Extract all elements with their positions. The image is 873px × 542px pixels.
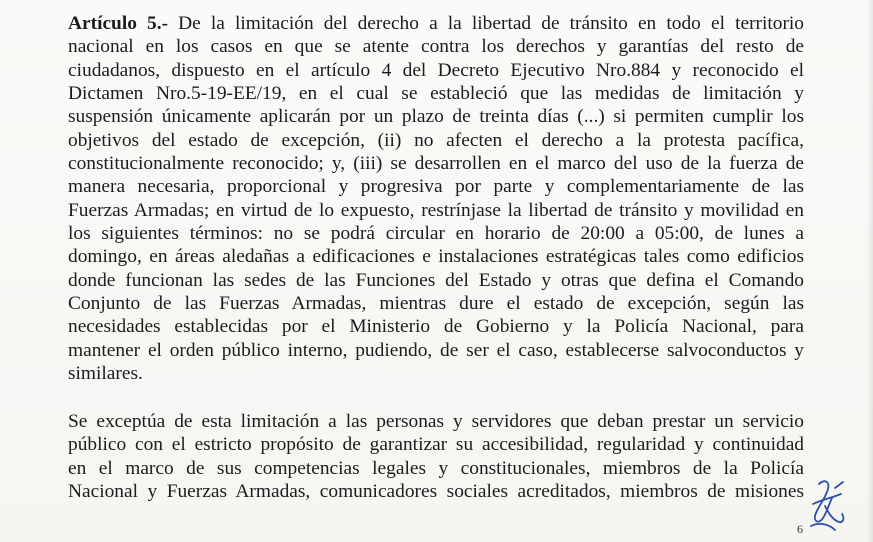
text-line: ciudadanos, dispuesto en el artículo 4 del Decreto Ejecutivo Nro.884 y reconocido el [68,59,804,81]
text-line: los siguientes términos: no se podrá circular en horario de 20:00 a 05:00, de lunes a [68,223,804,245]
text-line: manera necesaria, proporcional y progresiva por parte y complementariamente de las [68,176,804,198]
page-number: 6 [797,522,803,536]
handwritten-signature [805,474,851,536]
text-line: en el marco de sus competencias legales y constitucionales, miembros de la Policía [68,457,804,479]
page-edge-shadow [867,0,873,542]
signature-stroke [813,494,841,504]
article-5-paragraph [68,12,804,386]
text-line [68,12,804,35]
text-line: suspensión únicamente aplicarán por un plazo de treinta días (...) si permiten cumplir los [68,106,804,128]
text-line: Fuerzas Armadas; en virtud de lo expuesto, restrínjase la libertad de tránsito y movilidad en [68,199,804,221]
text-line: Nacional y Fuerzas Armadas, comunicadores sociales acreditados, miembros de misiones [68,481,804,503]
exception-paragraph [68,410,804,503]
text-line: domingo, en áreas aledañas a edificaciones e instalaciones estratégicas tales como edificios [68,246,804,268]
article-heading: Artículo 5.- [68,13,169,34]
text-line: nacional en los casos en que se atente contra los derechos y garantías del resto de [68,36,804,58]
text-line: mantener el orden público interno, pudiendo, de ser el caso, establecerse salvoconductos y [68,339,804,361]
text-line: necesidades establecidas por el Ministerio de Gobierno y la Policía Nacional, para [68,316,804,338]
signature-strokes [811,481,843,530]
text-line: Se exceptúa de esta limitación a las personas y servidores que deban prestar un servicio [68,411,804,432]
signature-stroke [835,482,843,488]
text-line: Conjunto de las Fuerzas Armadas, mientras dure el estado de excepción, según las [68,293,804,315]
text-line-content: De la limitación del derecho a la libertad de tránsito en todo el territorio [168,13,805,34]
text-line: Dictamen Nro.5-19-EE/19, en el cual se estableció que las medidas de limitación y [68,83,804,105]
text-line: constitucionalmente reconocido; y, (iii) se desarrollen en el marco del uso de la fuerza de [68,153,804,175]
text-line: público con el estricto propósito de garantizar su accesibilidad, regularidad y continuidad [68,434,804,456]
signature-stroke [811,524,835,530]
text-line: objetivos del estado de excepción, (ii) no afecten el derecho a la protesta pacífica, [68,129,804,151]
text-line: donde funcionan las sedes de las Funciones del Estado y otras que defina el Comando [68,269,804,291]
text-line: similares. [68,363,143,385]
